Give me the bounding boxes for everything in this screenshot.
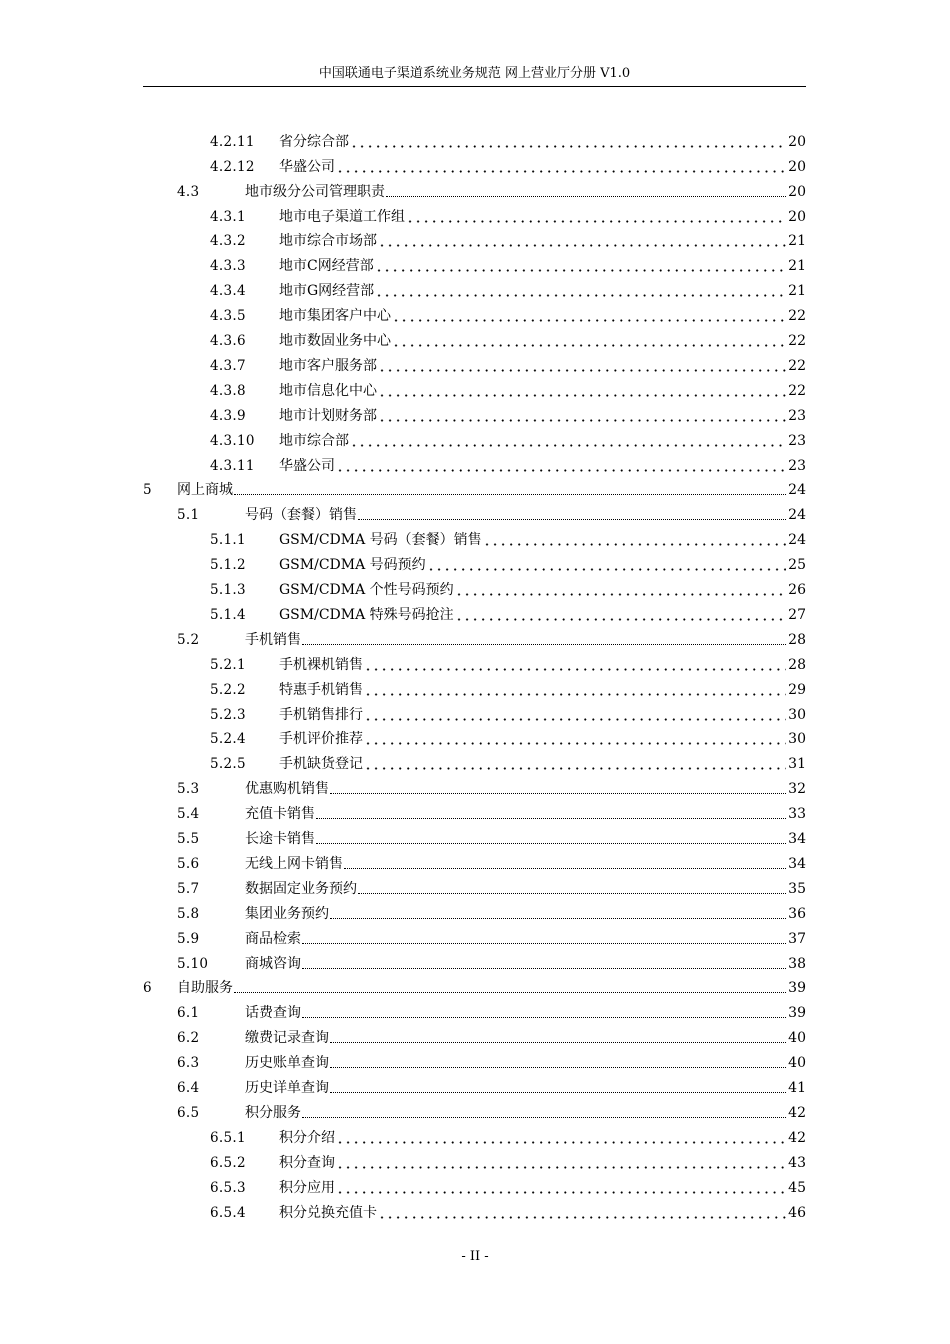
toc-entry-page: 35 (788, 880, 806, 897)
toc-entry-page: 39 (788, 980, 806, 997)
toc-entry-title[interactable]: 地市数固业务中心 (279, 333, 391, 350)
toc-entry-page: 22 (788, 357, 806, 374)
toc-entry-number: 5.4 (177, 806, 200, 823)
toc-entry[interactable] (143, 973, 806, 998)
toc-entry[interactable] (177, 848, 806, 873)
toc-entry-number: 5.2.4 (210, 731, 246, 748)
toc-entry[interactable] (210, 699, 806, 724)
toc-dot-leader (350, 145, 786, 148)
toc-entry-number: 4.2.11 (210, 133, 255, 150)
toc-entry[interactable] (210, 724, 806, 749)
toc-dot-leader (330, 1042, 786, 1043)
toc-entry-title[interactable]: 手机评价推荐 (279, 731, 363, 748)
toc-entry-number: 5.1 (177, 507, 200, 524)
toc-entry-title[interactable]: 地市客户服务部 (279, 357, 377, 374)
toc-entry-title[interactable]: 商城咨询 (245, 955, 301, 972)
toc-entry-page: 27 (788, 606, 806, 623)
toc-entry-title[interactable]: 地市C网经营部 (279, 258, 374, 275)
toc-entry[interactable] (143, 475, 806, 500)
toc-entry-number: 6.5.3 (210, 1179, 246, 1196)
toc-dot-leader (330, 1092, 786, 1093)
toc-dot-leader (234, 494, 786, 495)
toc-entry-number: 6.1 (177, 1005, 200, 1022)
page-number: - II - (461, 1249, 489, 1264)
toc-entry-page: 20 (788, 208, 806, 225)
toc-entry-title[interactable]: 积分查询 (279, 1154, 335, 1171)
toc-entry[interactable] (210, 300, 806, 325)
toc-entry-title[interactable]: 缴费记录查询 (245, 1030, 329, 1047)
toc-entry-number: 5.5 (177, 831, 200, 848)
toc-entry-page: 20 (788, 158, 806, 175)
toc-dot-leader (302, 943, 786, 944)
toc-dot-leader (364, 693, 786, 696)
toc-entry-title[interactable]: 手机销售 (245, 631, 301, 648)
toc-dot-leader (386, 196, 786, 197)
toc-entry-title[interactable]: 地市G网经营部 (279, 283, 375, 300)
toc-entry-title[interactable]: 历史详单查询 (245, 1080, 329, 1097)
toc-entry[interactable] (210, 599, 806, 624)
toc-entry[interactable] (177, 873, 806, 898)
toc-entry-page: 41 (788, 1080, 806, 1097)
toc-entry-page: 40 (788, 1055, 806, 1072)
toc-entry-title[interactable]: 地市计划财务部 (279, 407, 377, 424)
toc-dot-leader (358, 893, 786, 894)
toc-entry[interactable] (210, 201, 806, 226)
toc-dot-leader (336, 1191, 786, 1194)
toc-dot-leader (364, 742, 786, 745)
toc-entry[interactable] (210, 1122, 806, 1147)
toc-entry[interactable] (177, 948, 806, 973)
toc-entry[interactable] (210, 400, 806, 425)
toc-dot-leader (364, 767, 786, 770)
toc-entry-page: 25 (788, 557, 806, 574)
toc-entry-title[interactable]: 地市综合部 (279, 432, 349, 449)
toc-entry-number: 4.2.12 (210, 158, 255, 175)
toc-dot-leader (483, 543, 786, 546)
toc-entry-number: 4.3.7 (210, 357, 246, 374)
toc-entry-page: 42 (788, 1129, 806, 1146)
toc-entry-number: 5.1.1 (210, 532, 246, 549)
toc-entry[interactable] (210, 151, 806, 176)
toc-entry-page: 46 (788, 1204, 806, 1221)
toc-entry-title[interactable]: 地市电子渠道工作组 (279, 208, 405, 225)
toc-dot-leader (234, 992, 786, 993)
toc-entry[interactable] (177, 1072, 806, 1097)
toc-dot-leader (336, 170, 786, 173)
toc-dot-leader (358, 519, 786, 520)
toc-entry-page: 21 (788, 258, 806, 275)
toc-entry-title[interactable]: 积分介绍 (279, 1129, 335, 1146)
toc-dot-leader (330, 793, 786, 794)
toc-entry-page: 31 (788, 756, 806, 773)
toc-dot-leader (302, 644, 786, 645)
toc-entry-number: 5.1.3 (210, 582, 246, 599)
toc-entry-title[interactable]: 华盛公司 (279, 158, 335, 175)
toc-entry-number: 5.2.3 (210, 706, 246, 723)
toc-entry[interactable] (210, 251, 806, 276)
toc-entry-page: 28 (788, 631, 806, 648)
toc-entry[interactable] (210, 649, 806, 674)
toc-entry-page: 23 (788, 432, 806, 449)
toc-entry-page: 21 (788, 233, 806, 250)
toc-dot-leader (336, 1141, 786, 1144)
toc-entry-title[interactable]: 华盛公司 (279, 457, 335, 474)
toc-entry-number: 5.2.1 (210, 656, 246, 673)
toc-entry-title[interactable]: 手机裸机销售 (279, 656, 363, 673)
toc-entry-page: 20 (788, 133, 806, 150)
toc-entry-page: 29 (788, 681, 806, 698)
toc-entry-title[interactable]: 无线上网卡销售 (245, 855, 343, 872)
toc-entry-title[interactable]: 手机销售排行 (279, 706, 363, 723)
toc-entry-number: 5.8 (177, 905, 200, 922)
toc-dot-leader (392, 319, 786, 322)
toc-entry-page: 24 (788, 507, 806, 524)
toc-entry[interactable] (177, 798, 806, 823)
toc-entry-page: 30 (788, 706, 806, 723)
toc-entry[interactable] (177, 1097, 806, 1122)
toc-dot-leader (378, 419, 786, 422)
toc-entry-page: 22 (788, 308, 806, 325)
toc-dot-leader (330, 918, 786, 919)
toc-dot-leader (375, 269, 786, 272)
toc-entry-page: 22 (788, 382, 806, 399)
toc-dot-leader (455, 618, 786, 621)
toc-dot-leader (378, 369, 786, 372)
toc-entry[interactable] (210, 1147, 806, 1172)
toc-dot-leader (350, 444, 786, 447)
toc-entry-number: 6 (143, 980, 152, 997)
toc-entry-title[interactable]: 长途卡销售 (245, 831, 315, 848)
toc-entry-page: 24 (788, 482, 806, 499)
toc-entry-page: 37 (788, 930, 806, 947)
toc-entry[interactable] (177, 176, 806, 201)
toc-entry[interactable] (210, 375, 806, 400)
toc-dot-leader (336, 1166, 786, 1169)
toc-entry-title[interactable]: 省分综合部 (279, 133, 349, 150)
toc-entry[interactable] (210, 524, 806, 549)
toc-entry-page: 26 (788, 582, 806, 599)
toc-entry-number: 4.3 (177, 183, 200, 200)
toc-dot-leader (427, 568, 786, 571)
toc-entry[interactable] (210, 325, 806, 350)
toc-entry-number: 4.3.10 (210, 432, 255, 449)
toc-entry-page: 23 (788, 407, 806, 424)
toc-dot-leader (378, 1216, 786, 1219)
toc-entry-number: 4.3.6 (210, 333, 246, 350)
toc-entry-number: 5 (143, 482, 152, 499)
toc-dot-leader (344, 868, 786, 869)
toc-entry-title[interactable]: GSM/CDMA 号码预约 (279, 557, 426, 574)
toc-entry[interactable] (177, 923, 806, 948)
toc-entry[interactable] (210, 275, 806, 300)
toc-entry-number: 4.3.9 (210, 407, 246, 424)
toc-entry[interactable] (210, 1172, 806, 1197)
toc-entry-title[interactable]: 地市集团客户中心 (279, 308, 391, 325)
toc-entry-number: 5.2.5 (210, 756, 246, 773)
toc-entry-title[interactable]: 优惠购机销售 (245, 781, 329, 798)
toc-dot-leader (375, 294, 786, 297)
toc-entry[interactable] (177, 898, 806, 923)
toc-entry-page: 39 (788, 1005, 806, 1022)
toc-dot-leader (302, 1117, 786, 1118)
toc-dot-leader (392, 344, 786, 347)
toc-entry-number: 4.3.4 (210, 283, 246, 300)
toc-entry-number: 4.3.3 (210, 258, 246, 275)
toc-entry[interactable] (177, 773, 806, 798)
toc-dot-leader (330, 1067, 786, 1068)
toc-entry-title[interactable]: GSM/CDMA 特殊号码抢注 (279, 606, 454, 623)
toc-entry[interactable] (177, 624, 806, 649)
toc-entry-page: 42 (788, 1104, 806, 1121)
toc-entry-number: 4.3.5 (210, 308, 246, 325)
toc-dot-leader (336, 469, 786, 472)
toc-dot-leader (364, 668, 786, 671)
toc-entry-page: 43 (788, 1154, 806, 1171)
toc-entry-number: 6.5.4 (210, 1204, 246, 1221)
toc-entry-title[interactable]: 话费查询 (245, 1005, 301, 1022)
toc-entry[interactable] (177, 1047, 806, 1072)
toc-entry-number: 5.2 (177, 631, 200, 648)
toc-entry-page: 20 (788, 183, 806, 200)
toc-entry[interactable] (210, 749, 806, 774)
toc-entry[interactable] (210, 549, 806, 574)
toc-entry-number: 6.3 (177, 1055, 200, 1072)
header-divider (143, 86, 806, 87)
toc-dot-leader (378, 394, 786, 397)
toc-entry-number: 6.5.2 (210, 1154, 246, 1171)
toc-entry-page: 40 (788, 1030, 806, 1047)
toc-entry-title[interactable]: 号码（套餐）销售 (245, 507, 357, 524)
toc-entry-page: 21 (788, 283, 806, 300)
toc-dot-leader (364, 718, 786, 721)
toc-entry[interactable] (177, 500, 806, 525)
toc-entry-title[interactable]: 集团业务预约 (245, 905, 329, 922)
toc-entry-title[interactable]: 商品检索 (245, 930, 301, 947)
toc-entry-page: 24 (788, 532, 806, 549)
toc-entry-number: 5.6 (177, 855, 200, 872)
toc-dot-leader (455, 593, 786, 596)
toc-entry[interactable] (177, 1022, 806, 1047)
toc-entry-title[interactable]: 积分服务 (245, 1104, 301, 1121)
toc-entry-number: 5.10 (177, 955, 209, 972)
toc-entry-number: 6.4 (177, 1080, 200, 1097)
toc-entry-page: 30 (788, 731, 806, 748)
toc-entry-title[interactable]: 历史账单查询 (245, 1055, 329, 1072)
toc-entry-title[interactable]: GSM/CDMA 号码（套餐）销售 (279, 532, 482, 549)
toc-entry[interactable] (177, 823, 806, 848)
toc-entry-number: 4.3.11 (210, 457, 255, 474)
toc-dot-leader (316, 843, 786, 844)
toc-entry-page: 23 (788, 457, 806, 474)
toc-entry-number: 6.2 (177, 1030, 200, 1047)
toc-entry-page: 34 (788, 855, 806, 872)
toc-entry[interactable] (210, 126, 806, 151)
toc-entry[interactable] (177, 998, 806, 1023)
toc-entry-page: 36 (788, 905, 806, 922)
toc-dot-leader (302, 968, 786, 969)
toc-entry-title[interactable]: 积分应用 (279, 1179, 335, 1196)
toc-entry-page: 34 (788, 831, 806, 848)
toc-entry[interactable] (210, 1197, 806, 1222)
toc-entry-number: 4.3.8 (210, 382, 246, 399)
toc-entry-title[interactable]: 充值卡销售 (245, 806, 315, 823)
toc-entry-title[interactable]: 地市级分公司管理职责 (245, 183, 385, 200)
toc-entry[interactable] (210, 350, 806, 375)
toc-entry-title[interactable]: 数据固定业务预约 (245, 880, 357, 897)
toc-entry-page: 45 (788, 1179, 806, 1196)
toc-entry-number: 6.5.1 (210, 1129, 246, 1146)
toc-entry-title[interactable]: 自助服务 (177, 980, 233, 997)
toc-entry-number: 5.3 (177, 781, 200, 798)
toc-entry-number: 5.9 (177, 930, 200, 947)
toc-entry-number: 5.1.2 (210, 557, 246, 574)
toc-entry-page: 32 (788, 781, 806, 798)
toc-entry-number: 4.3.2 (210, 233, 246, 250)
page-header: 中国联通电子渠道系统业务规范 网上营业厅分册 V1.0 (318, 66, 631, 81)
toc-dot-leader (378, 244, 786, 247)
toc-entry-number: 6.5 (177, 1104, 200, 1121)
toc-entry[interactable] (210, 674, 806, 699)
toc-dot-leader (302, 1017, 786, 1018)
toc-entry[interactable] (210, 226, 806, 251)
toc-dot-leader (406, 220, 786, 223)
toc-entry-title[interactable]: 地市信息化中心 (279, 382, 377, 399)
toc-entry-title[interactable]: 手机缺货登记 (279, 756, 363, 773)
toc-entry-title[interactable]: 特惠手机销售 (279, 681, 363, 698)
toc-entry[interactable] (210, 450, 806, 475)
toc-entry-number: 5.1.4 (210, 606, 246, 623)
toc-entry[interactable] (210, 574, 806, 599)
toc-entry-title[interactable]: 地市综合市场部 (279, 233, 377, 250)
toc-dot-leader (316, 818, 786, 819)
toc-entry-number: 5.7 (177, 880, 200, 897)
toc-entry-page: 38 (788, 955, 806, 972)
toc-entry-title[interactable]: 积分兑换充值卡 (279, 1204, 377, 1221)
toc-entry[interactable] (210, 425, 806, 450)
toc-entry-number: 4.3.1 (210, 208, 246, 225)
toc-entry-number: 5.2.2 (210, 681, 246, 698)
toc-entry-page: 33 (788, 806, 806, 823)
toc-entry-title[interactable]: GSM/CDMA 个性号码预约 (279, 582, 454, 599)
toc-entry-page: 22 (788, 333, 806, 350)
toc-entry-page: 28 (788, 656, 806, 673)
toc-entry-title[interactable]: 网上商城 (177, 482, 233, 499)
